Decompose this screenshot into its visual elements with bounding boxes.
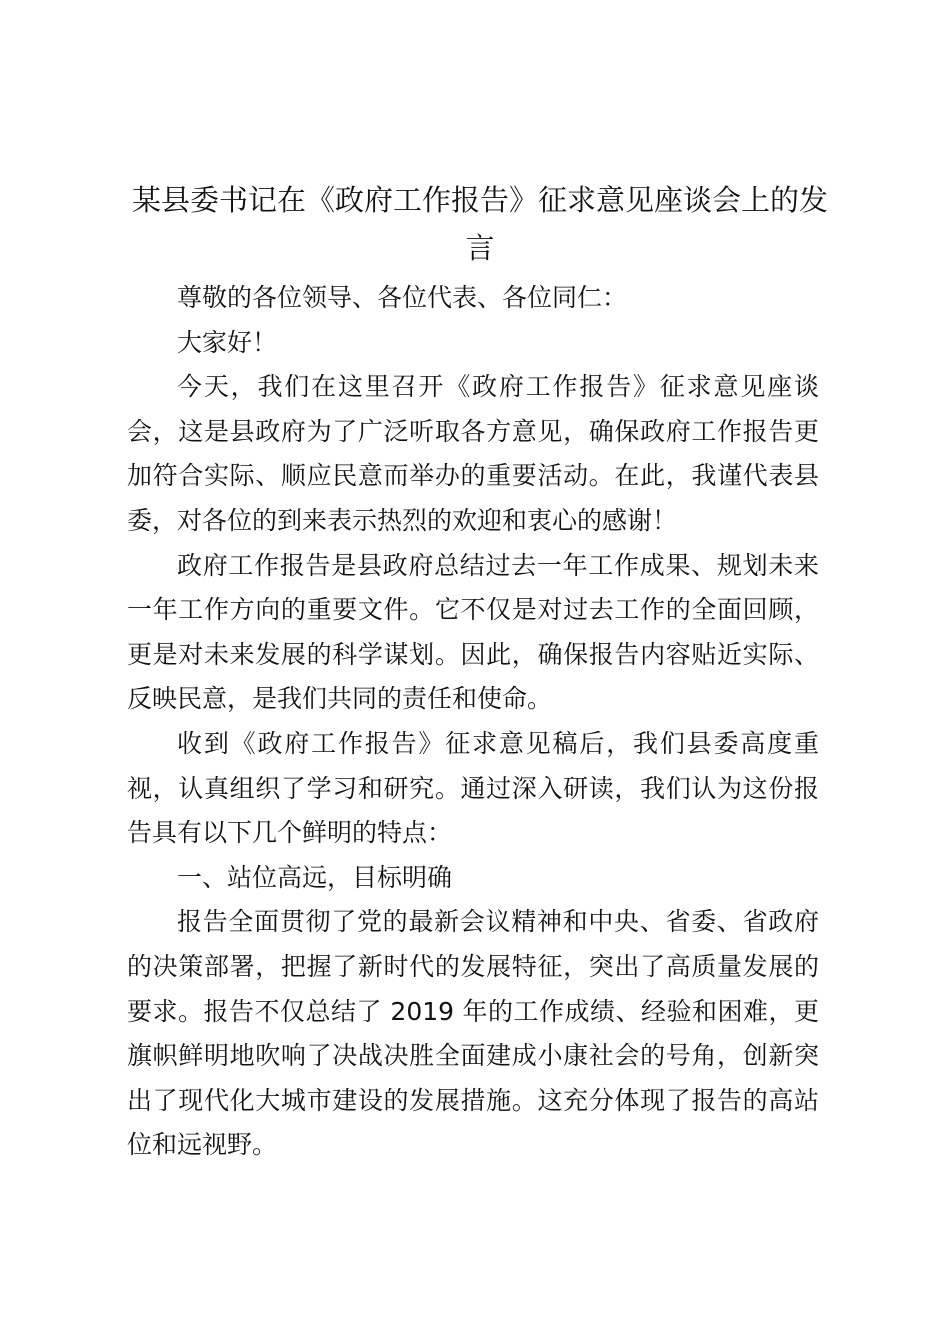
paragraph-review: 收到《政府工作报告》征求意见稿后，我们县委高度重视，认真组织了学习和研究。通过深入研读，我们认为这份报告具有以下几个鲜明的特点： (127, 728, 819, 848)
greeting: 大家好！ (177, 327, 278, 357)
paragraph-section-1: 报告全面贯彻了党的最新会议精神和中央、省委、省政府的决策部署，把握了新时代的发展特征，突出了高质量发展的要求。报告不仅总结了 2019 年的工作成绩、经验和困难，更旗帜鲜明地吹响了决战决胜全面建成小康社会的号角，创新突出了现代化大城市建设的发展措施。这充分体现了报告的高站位和远视野。 (127, 907, 819, 1160)
document-title: 某县委书记在《政府工作报告》征求意见座谈会上的发言 (131, 183, 828, 265)
paragraph-opening: 今天，我们在这里召开《政府工作报告》征求意见座谈会，这是县政府为了广泛听取各方意见，确保政府工作报告更加符合实际、顺应民意而举办的重要活动。在此，我谨代表县委，对各位的到来表示热烈的欢迎和衷心的感谢！ (127, 372, 819, 535)
salutation: 尊敬的各位领导、各位代表、各位同仁： (177, 283, 628, 312)
paragraph-report-importance: 政府工作报告是县政府总结过去一年工作成果、规划未来一年工作方向的重要文件。它不仅是对过去工作的全面回顾，更是对未来发展的科学谋划。因此，确保报告内容贴近实际、反映民意，是我们共同的责任和使命。 (127, 550, 819, 714)
section-heading-1: 一、站位高远，目标明确 (177, 862, 453, 892)
document-body (127, 276, 819, 1168)
